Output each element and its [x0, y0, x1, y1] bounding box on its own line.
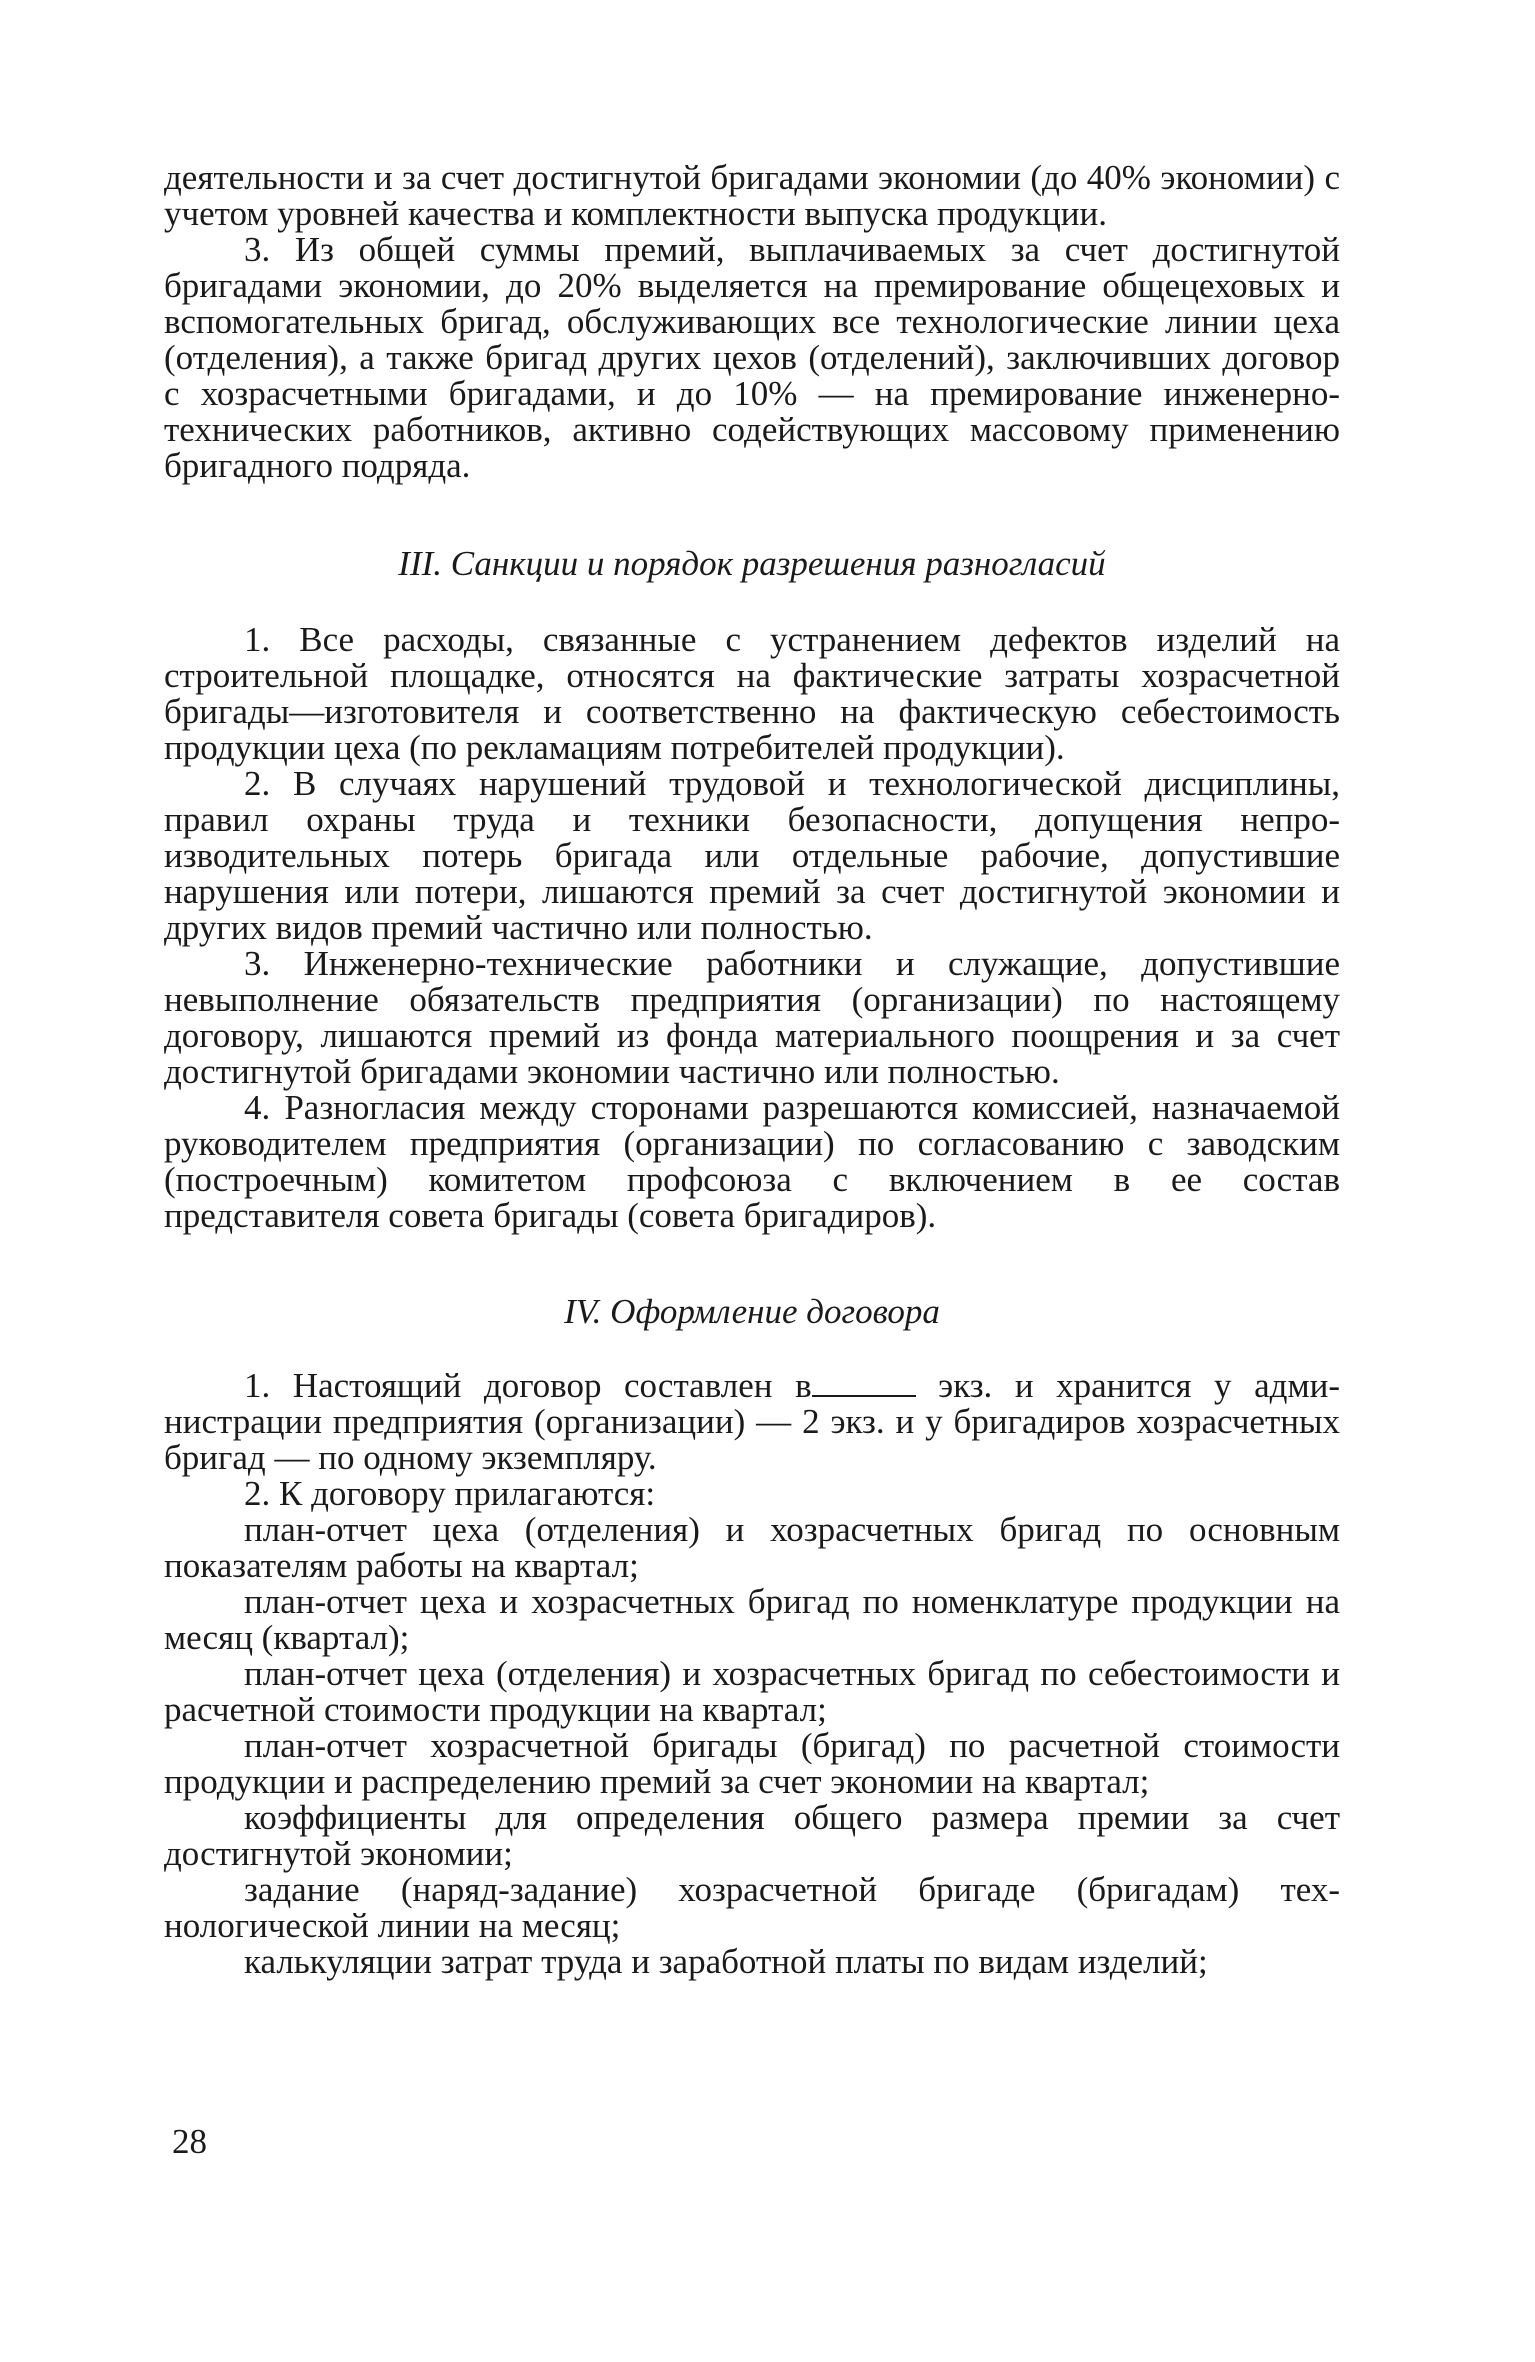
copies-text-end: экз. и хранится у администрации предприятия (организации) — 2 экз. и у бригадиров хозрасчетных бригад — по одному экземпляру.	[164, 1366, 1340, 1477]
page-number: 28	[172, 2122, 207, 2161]
paragraph-discipline-violations: 2. В случаях нарушений трудовой и технологической дисциплины, правил охраны труда и техники безопасности, допущения непроизводительных потерь бригада или отдельные рабочие, допустившие нарушения или потери, лишаются премий за счет достигнутой экономии и других видов премий частично или полностью.	[164, 764, 1340, 947]
attachment-item: план-отчет цеха и хозрасчетных бригад по номенклатуре продукции на месяц (квартал);	[164, 1582, 1340, 1657]
paragraph-copies	[164, 1368, 1340, 1476]
attachment-item: калькуляции затрат труда и заработной платы по видам изделий;	[244, 1942, 1208, 1981]
copies-text-start: 1. Настоящий договор составлен в	[244, 1366, 812, 1405]
attachment-item: план-отчет цеха (отделения) и хозрасчетных бригад по основным показателям работы на квартал;	[164, 1510, 1340, 1585]
paragraph-continuation: деятельности и за счет достигнутой бригадами экономии (до 40% экономии) с учетом уровней качества и комплектности выпуска продукции.	[164, 158, 1340, 233]
paragraph-attachments: 2. К договору прилагаются:	[244, 1474, 656, 1513]
section-heading-contract-form: IV. Оформление договора	[564, 1292, 940, 1331]
attachment-item: коэффициенты для определения общего размера премии за счет достигнутой экономии;	[164, 1798, 1340, 1873]
paragraph-defect-costs: 1. Все расходы, связанные с устранением дефектов изделий на строительной площадке, относятся на фактические затраты хозрасчетной бригады—изготовителя и соответственно на фактическую себестоимость продукции цеха (по рекламациям потребителей продукции).	[164, 620, 1340, 767]
paragraph-disagreements: 4. Разногласия между сторонами разрешаются комиссией, назначаемой руководителем предприятия (организации) по согласованию с заводским (построечным) комитетом профсоюза с включением в ее состав представителя совета бригады (совета бригадиров).	[164, 1088, 1340, 1235]
attachment-item: план-отчет цеха (отделения) и хозрасчетных бригад по себестоимости и расчетной стоимости продукции на квартал;	[164, 1654, 1340, 1729]
attachment-item: задание (наряд-задание) хозрасчетной бригаде (бригадам) технологической линии на месяц;	[164, 1870, 1340, 1945]
paragraph-engineering-staff: 3. Инженерно-технические работники и служащие, допустившие невыполнение обязательств предприятия (организации) по настоящему договору, лишаются премий из фонда материального поощрения и за счет достигнутой бригадами экономии частично или полностью.	[164, 944, 1340, 1091]
page-body	[164, 160, 1340, 1980]
attachment-item: план-отчет хозрасчетной бригады (бригад) по расчетной стоимости продукции и распределению премий за счет экономии на квартал;	[164, 1726, 1340, 1801]
copies-count-blank	[812, 1369, 916, 1397]
paragraph-premium-distribution: 3. Из общей суммы премий, выплачиваемых за счет достигнутой бригадами экономии, до 20% выделяется на премирование общецеховых и вспомогательных бригад, обслуживающих все технологические линии цеха (отделения), а также бригад других цехов (отделений), заключивших договор с хозрасчетными бригадами, и до 10% — на премирование инженерно-технических работников, активно содействующих массовому применению бригадного подряда.	[164, 230, 1340, 485]
section-heading-sanctions: III. Санкции и порядок разрешения разногласий	[398, 544, 1106, 583]
